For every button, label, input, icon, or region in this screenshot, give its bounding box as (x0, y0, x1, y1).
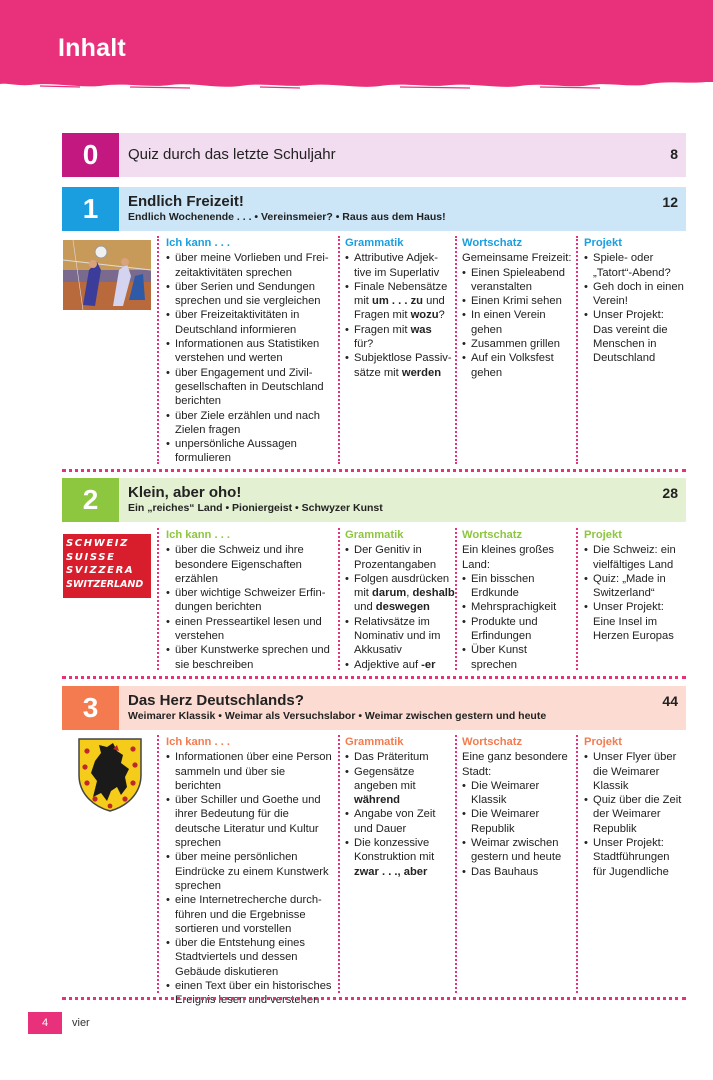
ich-kann-item: • über Engagement und Zivil-gesellschaften in Deutschland berichten (166, 366, 332, 409)
unit-3-title: Das Herz Deutschlands? (128, 692, 304, 709)
section-divider (62, 997, 686, 1000)
ich-kann-item: • eine Internetrecherche durch-führen und die Ergebnisse sortieren und vorstellen (166, 893, 332, 936)
wortschatz-item: • Weimar zwischen gestern und heute (462, 836, 574, 865)
projekt-heading: Projekt (584, 736, 622, 748)
grammatik-item: • Fragen mit was für? (345, 323, 453, 352)
projekt-item: • Unser Projekt: Stadtführungen für Jugendliche (584, 836, 684, 879)
swiss-flag-text (63, 534, 151, 598)
unit-2-title: Klein, aber oho! (128, 484, 242, 501)
grammatik-item: • Folgen ausdrücken mit darum, deshalb und deswegen (345, 572, 455, 615)
ich-kann-list (166, 251, 332, 465)
divider (338, 735, 340, 993)
wortschatz-item: • Mehrsprachigkeit (462, 600, 574, 614)
grammatik-heading: Grammatik (345, 736, 404, 748)
swiss-text-4: SWITZERLAND (66, 578, 144, 590)
unit-2-bar[interactable] (62, 478, 686, 522)
ich-kann-item: • über die Entstehung eines Stadtviertels und dessen Gebäude diskutieren (166, 936, 332, 979)
grammatik-heading: Grammatik (345, 237, 404, 249)
wortschatz-item: • Ein bisschen Erdkunde (462, 572, 574, 601)
weimar-coat-of-arms (77, 737, 143, 813)
brush-edge (0, 76, 713, 92)
unit-2-page: 28 (662, 485, 678, 501)
unit-3-projekt (584, 735, 684, 879)
wortschatz-item: • Die Weimarer Klassik (462, 779, 574, 808)
page-number: 4 (28, 1012, 62, 1034)
grammatik-heading: Grammatik (345, 529, 404, 541)
divider (455, 236, 457, 464)
unit-3-page: 44 (662, 693, 678, 709)
wortschatz-list (462, 266, 574, 380)
unit-3-bar[interactable] (62, 686, 686, 730)
ich-kann-list (166, 543, 332, 672)
wortschatz-intro: Eine ganz besondere Stadt: (462, 751, 568, 778)
ich-kann-item: • über Ziele erzählen und nach Zielen fragen (166, 409, 332, 438)
wortschatz-list (462, 779, 574, 879)
unit-3-ich-kann (166, 735, 332, 1008)
projekt-item: • Geh doch in einen Verein! (584, 280, 684, 309)
grammatik-item: • Relativsätze im Nominativ und im Akkusativ (345, 615, 455, 658)
unit-3-number: 3 (62, 686, 119, 730)
projekt-item: • Unser Projekt: Das vereint die Menschen in Deutschland (584, 308, 684, 365)
wortschatz-item: • Über Kunst sprechen (462, 643, 574, 672)
grammatik-item: • Adjektive auf -er (345, 658, 455, 672)
ich-kann-item: • Informationen über eine Person sammeln und über sie berichten (166, 750, 332, 793)
unit-2-number: 2 (62, 478, 119, 522)
unit-1-title: Endlich Freizeit! (128, 193, 244, 210)
grammatik-item: • Gegensätze angeben mit während (345, 765, 453, 808)
unit-1-grammatik (345, 236, 453, 380)
wortschatz-item: • Einen Krimi sehen (462, 294, 574, 308)
unit-3-subtitle: Weimarer Klassik • Weimar als Versuchslabor • Weimar zwischen gestern und heute (128, 710, 547, 722)
unit-1-page: 12 (662, 194, 678, 210)
ich-kann-item: • über die Schweiz und ihre besondere Eigenschaften erzählen (166, 543, 332, 586)
wortschatz-item: • Die Weimarer Republik (462, 807, 574, 836)
divider (338, 528, 340, 670)
wortschatz-item: • Zusammen grillen (462, 337, 574, 351)
swiss-text-1: SCHWEIZ (66, 538, 129, 549)
page-title: Inhalt (58, 34, 126, 62)
wortschatz-item: • In einen Verein gehen (462, 308, 574, 337)
projekt-item: • Unser Flyer über die Weimarer Klassik (584, 750, 684, 793)
unit-2-projekt (584, 528, 684, 643)
unit-1-ich-kann (166, 236, 332, 466)
page-header (0, 0, 713, 82)
unit-3-grammatik (345, 735, 453, 879)
projekt-list (584, 543, 684, 643)
wortschatz-heading: Wortschatz (462, 237, 523, 249)
grammatik-item: • Das Präteritum (345, 750, 453, 764)
section-divider (62, 469, 686, 472)
wortschatz-item: • Das Bauhaus (462, 865, 574, 879)
grammatik-item: • Angabe von Zeit und Dauer (345, 807, 453, 836)
unit-1-number: 1 (62, 187, 119, 231)
swiss-text-2: SUISSE (66, 551, 116, 563)
ich-kann-item: • unpersönliche Aussagen formulieren (166, 437, 332, 466)
grammatik-item: • Subjektlose Passiv-sätze mit werden (345, 351, 453, 380)
unit-1-wortschatz (462, 236, 574, 380)
wortschatz-intro: Ein kleines großes Land: (462, 544, 555, 571)
ich-kann-heading: Ich kann . . . (166, 237, 231, 249)
projekt-item: • Quiz: „Made in Switzerland“ (584, 572, 684, 601)
divider (157, 735, 159, 993)
wortschatz-item: • Produkte und Erfindungen (462, 615, 574, 644)
divider (576, 236, 578, 464)
projekt-item: • Quiz über die Zeit der Weimarer Republik (584, 793, 684, 836)
divider (157, 528, 159, 670)
ich-kann-item: • über Serien und Sendungen sprechen und sie vergleichen (166, 280, 332, 309)
ich-kann-list (166, 750, 332, 1007)
divider (576, 735, 578, 993)
projekt-item: • Die Schweiz: ein vielfältiges Land (584, 543, 684, 572)
unit-3-wortschatz (462, 735, 574, 879)
quiz-bar[interactable] (62, 133, 686, 177)
projekt-heading: Projekt (584, 237, 622, 249)
ich-kann-item: • über Schiller und Goethe und ihrer Bedeutung für die deutsche Literatur und Kultur sprechen (166, 793, 332, 850)
volleyball-photo (63, 240, 151, 310)
grammatik-list (345, 750, 453, 879)
unit-2-grammatik (345, 528, 455, 672)
wortschatz-item: • Auf ein Volksfest gehen (462, 351, 574, 380)
ich-kann-item: • über wichtige Schweizer Erfin-dungen berichten (166, 586, 332, 615)
unit-2-subtitle: Ein „reiches“ Land • Pioniergeist • Schwyzer Kunst (128, 502, 383, 514)
quiz-page: 8 (670, 146, 678, 162)
quiz-title: Quiz durch das letzte Schuljahr (128, 146, 336, 163)
grammatik-item: • Die konzessive Konstruktion mit zwar . . ., aber (345, 836, 453, 879)
ich-kann-item: • über meine persönlichen Eindrücke zu einem Kunstwerk sprechen (166, 850, 332, 893)
unit-2-wortschatz (462, 528, 574, 672)
unit-2-ich-kann (166, 528, 332, 672)
divider (338, 236, 340, 464)
wortschatz-item: • Einen Spieleabend veranstalten (462, 266, 574, 295)
unit-1-subtitle: Endlich Wochenende . . . • Vereinsmeier? • Raus aus dem Haus! (128, 211, 446, 223)
divider (576, 528, 578, 670)
projekt-list (584, 750, 684, 879)
grammatik-item: • Der Genitiv in Prozentangaben (345, 543, 455, 572)
unit-1-projekt (584, 236, 684, 366)
grammatik-item: • Finale Nebensätze mit um . . . zu und Fragen mit wozu? (345, 280, 453, 323)
wortschatz-intro: Gemeinsame Freizeit: (462, 252, 572, 265)
ich-kann-item: • über Freizeitaktivitäten in Deutschland informieren (166, 308, 332, 337)
projekt-heading: Projekt (584, 529, 622, 541)
divider (157, 236, 159, 464)
divider (455, 735, 457, 993)
page-word: vier (72, 1017, 90, 1029)
projekt-item: • Unser Projekt: Eine Insel im Herzen Europas (584, 600, 684, 643)
swiss-text-3: SVIZZERA (66, 565, 135, 576)
ich-kann-item: • Informationen aus Statistiken verstehen und werten (166, 337, 332, 366)
ich-kann-heading: Ich kann . . . (166, 736, 231, 748)
section-divider (62, 676, 686, 679)
wortschatz-heading: Wortschatz (462, 529, 523, 541)
ich-kann-item: • über meine Vorlieben und Frei-zeitaktivitäten sprechen (166, 251, 332, 280)
grammatik-item: • Attributive Adjek-tive im Superlativ (345, 251, 453, 280)
divider (455, 528, 457, 670)
projekt-list (584, 251, 684, 365)
wortschatz-heading: Wortschatz (462, 736, 523, 748)
unit-1-bar[interactable] (62, 187, 686, 231)
ich-kann-heading: Ich kann . . . (166, 529, 231, 541)
wortschatz-list (462, 572, 574, 672)
ich-kann-item: • einen Presseartikel lesen und verstehen (166, 615, 332, 644)
ich-kann-item: • einen Text über ein historisches Ereignis lesen und verstehen (166, 979, 332, 1008)
grammatik-list (345, 251, 453, 380)
ich-kann-item: • über Kunstwerke sprechen und sie beschreiben (166, 643, 332, 672)
quiz-number: 0 (62, 133, 119, 177)
grammatik-list (345, 543, 455, 672)
projekt-item: • Spiele- oder „Tatort“-Abend? (584, 251, 684, 280)
